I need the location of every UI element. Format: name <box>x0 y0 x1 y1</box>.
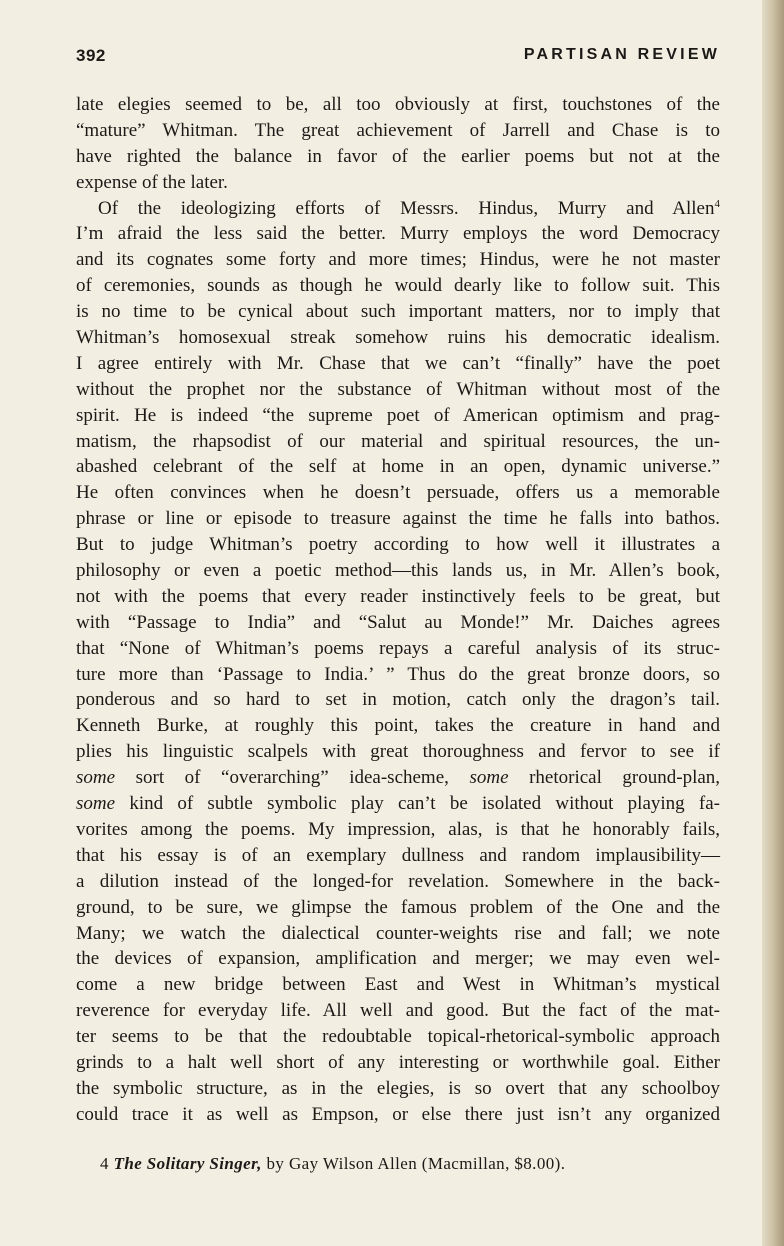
text-line <box>76 765 720 791</box>
text-line: and its cognates some forty and more times; Hindus, were he not master <box>76 249 720 271</box>
text-line: reverence for everyday life. All well and good. But the fact of the mat- <box>76 1000 720 1022</box>
emphasis: some <box>76 767 116 789</box>
text-line: He often convinces when he doesn’t persuade, offers us a memorable <box>76 482 720 504</box>
text-line: ture more than ‘Passage to India.’ ” Thus do the great bronze doors, so <box>76 663 720 685</box>
text-line: abashed celebrant of the self at home in an open, dynamic universe.” <box>76 456 720 478</box>
text-line: without the prophet nor the substance of Whitman without most of the <box>76 378 720 400</box>
text-line: ter seems to be that the redoubtable topical-rhetorical-symbolic approach <box>76 1026 720 1048</box>
text-segment: kind of subtle symbolic play can’t be isolated without playing fa- <box>129 793 721 815</box>
text-line: the devices of expansion, amplification and merger; we may even wel- <box>76 948 720 970</box>
text-line: Whitman’s homosexual streak somehow ruins his democratic idealism. <box>76 327 720 349</box>
text-line: that “None of Whitman’s poems repays a careful analysis of its struc- <box>76 637 720 659</box>
text-line: I’m afraid the less said the better. Murry employs the word Democracy <box>76 223 720 245</box>
page-number: 392 <box>76 46 106 65</box>
text-line: the symbolic structure, as in the elegies, is so overt that any schoolboy <box>76 1077 720 1099</box>
text-segment: Of the ideologizing efforts of Messrs. Hindus, Murry and Allen <box>98 197 715 219</box>
text-line: ground, to be sure, we glimpse the famous problem of the One and the <box>76 896 720 918</box>
text-line: But to judge Whitman’s poetry according to how well it illustrates a <box>76 534 720 556</box>
text-line: late elegies seemed to be, all too obviously at first, touchstones of the <box>76 94 720 115</box>
text-line: that his essay is of an exemplary dullness and random implausibility— <box>76 844 720 866</box>
footnote-number: 4 <box>100 1154 109 1173</box>
footnote-book-title: The Solitary Singer, <box>113 1154 262 1173</box>
text-segment: sort of “overarching” idea-scheme, <box>135 767 449 789</box>
text-line: could trace it as well as Empson, or else there just isn’t any organized <box>76 1103 720 1125</box>
text-line: have righted the balance in favor of the earlier poems but not at the <box>76 145 720 167</box>
text-line: with “Passage to India” and “Salut au Monde!” Mr. Daiches agrees <box>76 611 720 633</box>
text-line: not with the poems that every reader instinctively feels to be great, but <box>76 585 720 607</box>
footnote-reference: 4 <box>714 197 720 210</box>
text-line: is no time to be cynical about such important matters, nor to imply that <box>76 301 720 323</box>
text-segment: rhetorical ground-plan, <box>529 767 721 789</box>
text-line: of ceremonies, sounds as though he would dearly like to follow suit. This <box>76 275 720 297</box>
emphasis: some <box>76 793 116 815</box>
text-line <box>76 791 720 817</box>
text-line: expense of the later. <box>76 171 228 193</box>
text-line: a dilution instead of the longed-for revelation. Somewhere in the back- <box>76 870 720 892</box>
text-line: Many; we watch the dialectical counter-weights rise and fall; we note <box>76 922 720 944</box>
text-line: “mature” Whitman. The great achievement of Jarrell and Chase is to <box>76 119 720 141</box>
text-line: vorites among the poems. My impression, alas, is that he honorably fails, <box>76 818 720 840</box>
text-line: ponderous and so hard to set in motion, catch only the dragon’s tail. <box>76 689 720 711</box>
text-line: come a new bridge between East and West in Whitman’s mystical <box>76 974 720 996</box>
text-line: plies his linguistic scalpels with great thoroughness and fervor to see if <box>76 741 720 763</box>
emphasis: some <box>469 767 509 789</box>
text-line: phrase or line or episode to treasure against the time he falls into bathos. <box>76 508 720 530</box>
footnote-text: by Gay Wilson Allen (Macmillan, $8.00). <box>266 1154 566 1173</box>
running-head <box>76 46 720 72</box>
text-line: spirit. He is indeed “the supreme poet of American optimism and prag- <box>76 404 720 426</box>
journal-title: PARTISAN REVIEW <box>523 46 720 63</box>
footnote <box>100 1154 720 1174</box>
text-line: I agree entirely with Mr. Chase that we can’t “finally” have the poet <box>76 352 720 374</box>
text-line: Kenneth Burke, at roughly this point, takes the creature in hand and <box>76 715 720 737</box>
text-line: philosophy or even a poetic method—this lands us, in Mr. Allen’s book, <box>76 560 720 582</box>
text-line: grinds to a halt well short of any interesting or worthwhile goal. Either <box>76 1051 720 1073</box>
body-text <box>76 92 720 1128</box>
text-line: matism, the rhapsodist of our material and spiritual resources, the un- <box>76 430 720 452</box>
text-line <box>76 196 720 222</box>
